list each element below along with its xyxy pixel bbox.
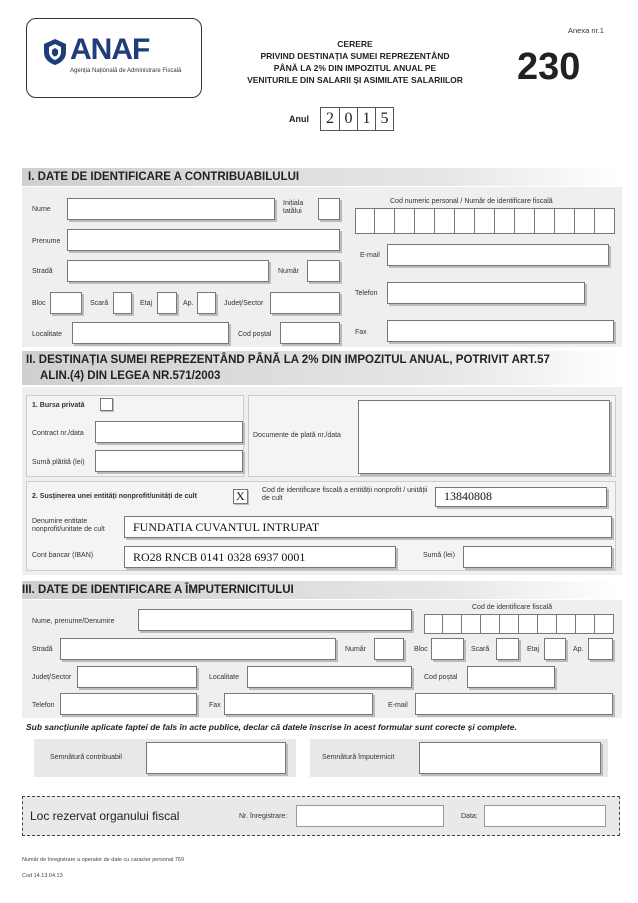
signature-contribuabil-label: Semnătură contribuabil [50, 754, 122, 761]
cod-postal-field[interactable] [280, 322, 340, 344]
section2-title-line2: ALIN.(4) DIN LEGEA NR.571/2003 [40, 370, 221, 382]
year-label: Anul [289, 114, 309, 124]
year-digit: 5 [375, 108, 393, 130]
year-box[interactable] [320, 107, 394, 131]
prenume-label: Prenume [32, 238, 61, 245]
bloc-label: Bloc [32, 300, 46, 307]
imp-nume-label: Nume, prenume/Denumire [32, 618, 115, 625]
data-label: Data: [461, 813, 478, 820]
initiala-label: Inițiala tatălui [283, 200, 304, 215]
annex-label: Anexa nr.1 [568, 26, 604, 35]
documente-label: Documente de plată nr./data [253, 432, 341, 439]
contract-field[interactable] [95, 421, 243, 443]
suma-field[interactable] [463, 546, 612, 568]
etaj-label: Etaj [140, 300, 153, 307]
declaration-text: Sub sancțiunile aplicate faptei de fals în acte publice, declar că datele înscrise în acest formular sunt corecte și complete. [26, 722, 517, 732]
email-field[interactable] [387, 244, 609, 266]
scara-field[interactable] [113, 292, 132, 314]
imp-numar-label: Număr [345, 646, 367, 653]
imp-ap-label: Ap. [573, 646, 584, 653]
imp-cod-postal-field[interactable] [467, 666, 555, 688]
imp-etaj-field[interactable] [544, 638, 566, 660]
imp-cod-fiscal-label: Cod de identificare fiscală [472, 604, 553, 611]
year-digit: 0 [339, 108, 357, 130]
title-line-2: PRIVIND DESTINAȚIA SUMEI REPREZENTÂND [260, 51, 450, 61]
ap-field[interactable] [197, 292, 216, 314]
imp-localitate-label: Localitate [209, 674, 239, 681]
bursa-label: 1. Bursa privată [32, 402, 85, 409]
cod-fiscal-entitate-label: Cod de identificare fiscală a entității nonprofit / unității de cult [262, 487, 428, 502]
imp-telefon-label: Telefon [32, 702, 55, 709]
bloc-field[interactable] [50, 292, 82, 314]
documente-field[interactable] [358, 400, 610, 474]
judet-field[interactable] [270, 292, 340, 314]
title-line-4: VENITURILE DIN SALARII ȘI ASIMILATE SALARIILOR [247, 75, 463, 85]
denumire-field[interactable]: FUNDATIA CUVANTUL INTRUPAT [124, 516, 612, 538]
imp-strada-field[interactable] [60, 638, 336, 660]
contract-label: Contract nr./data [32, 430, 84, 437]
iban-field[interactable]: RO28 RNCB 0141 0328 6937 0001 [124, 546, 396, 568]
denumire-label: Denumire entitate nonprofit/unitate de cult [32, 518, 105, 533]
iban-label: Cont bancar (IBAN) [32, 552, 94, 559]
fax-label: Fax [355, 329, 367, 336]
cod-postal-label: Cod poștal [238, 331, 272, 338]
imp-bloc-label: Bloc [414, 646, 428, 653]
telefon-label: Telefon [355, 290, 378, 297]
year-digit: 2 [326, 110, 334, 127]
etaj-field[interactable] [157, 292, 177, 314]
fiscal-title: Loc rezervat organului fiscal [30, 809, 180, 823]
cnp-label: Cod numeric personal / Număr de identificare fiscală [390, 198, 553, 205]
imp-cod-postal-label: Cod poștal [424, 674, 458, 681]
data-field[interactable] [484, 805, 606, 827]
nume-label: Nume [32, 206, 51, 213]
title-line-3: PÂNĂ LA 2% DIN IMPOZITUL ANUAL PE [273, 63, 437, 73]
anaf-logo-icon [42, 38, 68, 66]
suma-platita-label: Sumă plătită (lei) [32, 459, 85, 466]
logo-text: ANAF [70, 33, 150, 66]
sustinere-label: 2. Susținerea unei entități nonprofit/unități de cult [32, 493, 197, 500]
cod-fiscal-entitate-field[interactable]: 13840808 [435, 487, 607, 507]
year-digit: 1 [357, 108, 375, 130]
imp-scara-field[interactable] [496, 638, 519, 660]
form-title [225, 38, 485, 86]
numar-field[interactable] [307, 260, 340, 282]
section2-title-line1: II. DESTINAȚIA SUMEI REPREZENTÂND PÂNĂ LA 2% DIN IMPOZITUL ANUAL, POTRIVIT ART.57 [26, 354, 550, 366]
imp-email-field[interactable] [415, 693, 613, 715]
imp-judet-field[interactable] [77, 666, 197, 688]
nr-inregistrare-label: Nr. înregistrare: [239, 813, 288, 820]
imp-telefon-field[interactable] [60, 693, 197, 715]
judet-label: Județ/Sector [224, 300, 264, 307]
footer-code: Cod 14.13.04.13 [22, 873, 63, 879]
form-number: 230 [517, 46, 581, 88]
imp-fax-field[interactable] [224, 693, 373, 715]
ap-label: Ap. [183, 300, 194, 307]
numar-label: Număr [278, 268, 300, 275]
email-label: E-mail [360, 252, 380, 259]
imp-nume-field[interactable] [138, 609, 412, 631]
title-line-1: CERERE [337, 39, 373, 49]
imp-strada-label: Stradă [32, 646, 53, 653]
localitate-label: Localitate [32, 331, 62, 338]
imp-numar-field[interactable] [374, 638, 404, 660]
initiala-field[interactable] [318, 198, 340, 220]
signature-imputernicit-label: Semnătură împuternicit [322, 754, 395, 761]
footer-operator: Număr de înregistrare a operator de date cu caracter personal 759 [22, 857, 185, 863]
scara-label: Scară [90, 300, 109, 307]
bursa-checkbox[interactable] [100, 398, 113, 411]
strada-field[interactable] [67, 260, 269, 282]
imp-ap-field[interactable] [588, 638, 613, 660]
imp-judet-label: Județ/Sector [32, 674, 72, 681]
nume-field[interactable] [67, 198, 275, 220]
cnp-cells[interactable] [355, 208, 615, 234]
section1-title: I. DATE DE IDENTIFICARE A CONTRIBUABILULUI [28, 171, 300, 183]
prenume-field[interactable] [67, 229, 340, 251]
strada-label: Stradă [32, 268, 53, 275]
localitate-field[interactable] [72, 322, 229, 344]
section3-title: III. DATE DE IDENTIFICARE A ÎMPUTERNICITULUI [22, 584, 294, 596]
suma-platita-field[interactable] [95, 450, 243, 472]
logo-subtitle: Agenția Națională de Administrare Fiscală [70, 68, 182, 74]
imp-scara-label: Scară [471, 646, 490, 653]
suma-label: Sumă (lei) [423, 552, 455, 559]
signature-imputernicit-field[interactable] [419, 742, 601, 774]
telefon-field[interactable] [387, 282, 585, 304]
imp-cod-fiscal-cells[interactable] [424, 614, 616, 634]
fax-field[interactable] [387, 320, 614, 342]
imp-localitate-field[interactable] [247, 666, 412, 688]
nr-inregistrare-field[interactable] [296, 805, 444, 827]
imp-fax-label: Fax [209, 702, 221, 709]
imp-etaj-label: Etaj [527, 646, 540, 653]
sustinere-checkbox[interactable]: X [233, 489, 248, 504]
imp-email-label: E-mail [388, 702, 408, 709]
imp-bloc-field[interactable] [431, 638, 464, 660]
signature-contribuabil-field[interactable] [146, 742, 286, 774]
